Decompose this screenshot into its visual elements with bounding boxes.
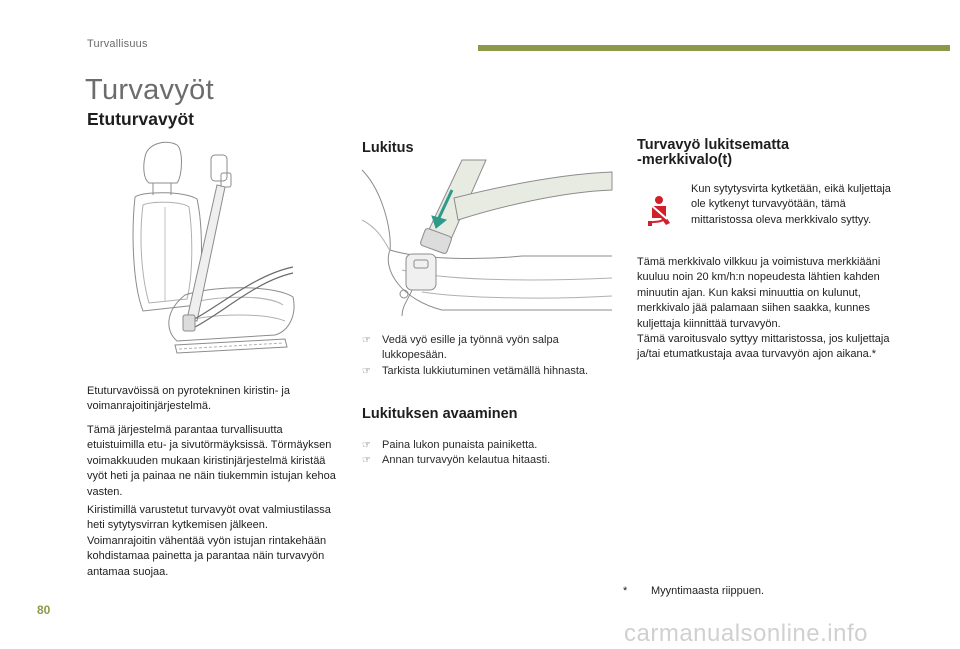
locking-heading: Lukitus xyxy=(362,140,414,156)
intro-text: Etuturvavöissä on pyrotekninen kiristin- ja voimanrajoitinjärjestelmä. xyxy=(87,385,290,413)
seatbelt-warning-icon xyxy=(644,195,674,227)
system-paragraph xyxy=(87,423,343,500)
locking-step: ☞ Vedä vyö esille ja työnnä vyön salpa lukkopesään. xyxy=(362,333,622,364)
warning-lamp-details-1: Tämä merkkivalo vilkkuu ja voimistuva merkkiääni kuuluu noin 20 km/h:n nopeudesta lähtien kahden minuutin ajan. Kun kaksi minuuttia on kulunut, merkkivalo jää palamaan siihen saakka, kunnes kuljettaja kiinnittää turvavyön. xyxy=(637,256,881,330)
warning-lamp-heading-line2: -merkkivalo(t) xyxy=(637,152,733,168)
section-accent-bar xyxy=(478,45,950,51)
intro-paragraph xyxy=(87,384,337,415)
front-seat-illustration xyxy=(125,135,305,365)
limiter-text: Voimanrajoitin vähentää vyön istujan rintakehään kohdistamaa painetta ja parantaa näin turvavyön antamaa suojaa. xyxy=(87,534,327,578)
buckle-locking-illustration xyxy=(362,160,612,330)
system-text: Tämä järjestelmä parantaa turvallisuutta etuistuimilla etu- ja sivutörmäyksissä. Törmäyksen voimakkuuden mukaan kiristinjärjestelmä kiristää vyöt heti ja painaa ne näin tiukemmin istujan kehoa vasten. xyxy=(87,424,336,498)
unlocking-step: ☞ Paina lukon punaista painiketta. xyxy=(362,438,622,453)
footnote-text: Myyntimaasta riippuen. xyxy=(651,585,765,597)
page-number: 80 xyxy=(37,603,51,617)
warning-lamp-details xyxy=(637,255,899,363)
footnote xyxy=(623,585,764,597)
unlocking-heading: Lukituksen avaaminen xyxy=(362,406,518,422)
warning-lamp-heading xyxy=(637,138,789,168)
footnote-mark: * xyxy=(623,585,628,597)
watermark: carmanualsonline.info xyxy=(624,620,868,647)
pretensioner-text: Kiristimillä varustetut turvavyöt ovat valmiustilassa heti sytytysvirran kytkemisen jälkeen. xyxy=(87,504,331,532)
locking-steps xyxy=(362,333,622,379)
page-subtitle: Etuturvavyöt xyxy=(87,109,194,129)
warning-lamp-description xyxy=(691,182,891,228)
unlocking-steps xyxy=(362,438,622,469)
pretensioner-paragraph xyxy=(87,503,343,580)
section-label: Turvallisuus xyxy=(87,38,148,50)
warning-lamp-details-2: Tämä varoitusvalo syttyy mittaristossa, jos kuljettaja ja/tai etumatkustaja avaa turvavyön ajon aikana.* xyxy=(637,333,890,361)
unlocking-step: ☞ Annan turvavyön kelautua hitaasti. xyxy=(362,453,622,468)
warning-lamp-text: Kun sytytysvirta kytketään, eikä kuljettaja ole kytkenyt turvavyötään, tämä mittaristossa oleva merkkivalo syttyy. xyxy=(691,183,891,226)
warning-lamp-heading-line1: Turvavyö lukitsematta xyxy=(637,137,790,153)
locking-step: ☞ Tarkista lukkiutuminen vetämällä hihnasta. xyxy=(362,364,622,379)
page-title: Turvavyöt xyxy=(85,74,214,106)
